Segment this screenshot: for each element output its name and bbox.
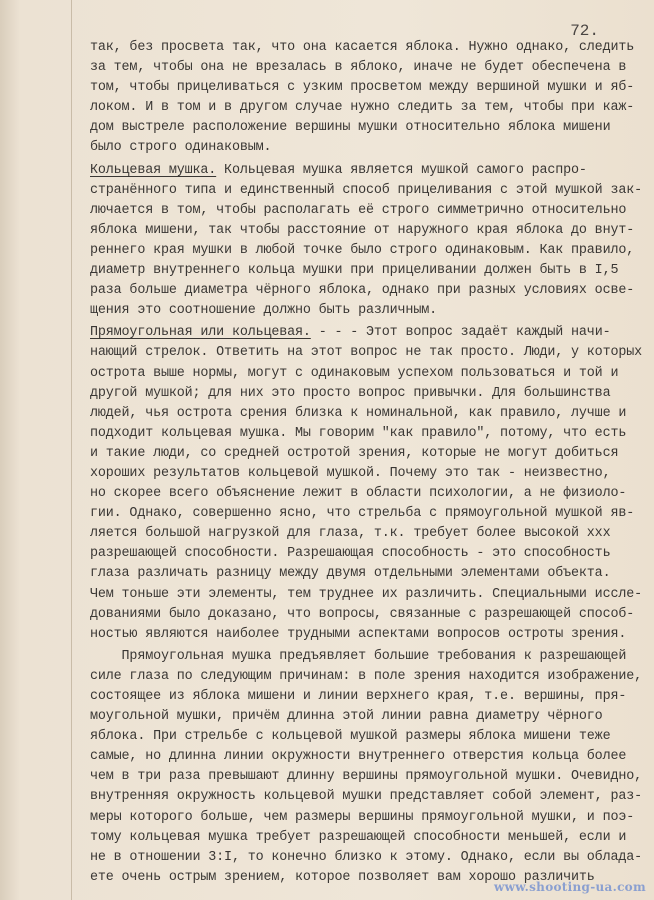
text-line: ностью являются наиболее трудными аспектами вопросов остроты зрения. — [90, 626, 627, 642]
text-line: так, без просвета так, что она касается яблока. Нужно однако, следить — [90, 40, 635, 55]
text-line: моугольной мушки, причём длинна этой линии равна диаметру чёрного — [90, 709, 603, 725]
text-line: глаза различать разницу между двумя отдельными элементами объекта. — [90, 566, 611, 582]
page-number: 72. — [570, 22, 599, 40]
text-line: ляется большой нагрузкой для глаза, т.к. требует более высокой xxx — [90, 526, 611, 542]
text-fragment: - - - Этот вопрос задаёт каждый начи- — [310, 325, 611, 341]
text-line: тому кольцевая мушка требует разрешающей способности меньшей, если и — [90, 829, 627, 845]
text-fragment: Кольцевая мушка является мушкой самого распро- — [216, 162, 587, 178]
text-line: но скорее всего объяснение лежит в области психологии, а не физиоло- — [90, 486, 627, 502]
text-line: не в отношении 3:I, то конечно близко к этому. Однако, если вы облада- — [90, 849, 642, 865]
typewritten-text — [90, 38, 642, 888]
text-line: дованиями было доказано, что вопросы, связанные с разрешающей способ- — [90, 606, 635, 622]
text-line: Прямоугольная мушка предъявляет большие требования к разрешающей — [90, 648, 627, 664]
text-line: было строго одинаковым. — [90, 140, 272, 156]
paragraph-intro — [90, 38, 638, 159]
text-line: Чем тоньше эти элементы, тем труднее их различить. Специальными иссле- — [90, 586, 642, 602]
text-line: локом. И в том и в другом случае нужно следить за тем, чтобы при каж- — [90, 100, 635, 116]
text-line: за тем, чтобы она не врезалась в яблоко, иначе не будет обеспечена в — [90, 60, 627, 76]
text-line: странённого типа и единственный способ прицеливания с этой мушкой зак- — [90, 182, 642, 198]
text-line — [90, 323, 638, 343]
text-line: диаметр внутреннего кольца мушки при прицеливании должен быть в I,5 — [90, 263, 619, 279]
text-line: подходит кольцевая мушка. Мы говорим "как правило", потому, что есть — [90, 425, 627, 441]
text-line: людей, чья острота срения близка к номинальной, как правило, лучше и — [90, 405, 627, 421]
text-line: внутренняя окружность кольцевой мушки представляет собой элемент, раз- — [90, 789, 642, 805]
text-line: разрешающей способности. Разрешающая способность - это способность — [90, 546, 611, 562]
text-line: чем в три раза превышают длинну вершины прямоугольной мушки. Очевидно, — [90, 769, 642, 785]
text-line: яблока. При стрельбе с кольцевой мушкой размеры яблока мишени теже — [90, 729, 611, 745]
text-line: том, чтобы прицеливаться с узким просветом между вершиной мушки и яб- — [90, 80, 635, 96]
text-line: самые, но длинна линии окружности внутреннего отверстия кольца более — [90, 749, 627, 765]
text-line: острота выше нормы, могут с одинаковым успехом пользоваться и той и — [90, 365, 619, 381]
text-line: раза больше диаметра чёрного яблока, однако при разных условиях осве- — [90, 283, 635, 299]
text-line: и такие люди, со средней остротой зрения, которые не могут добиться — [90, 445, 619, 461]
text-line: состоящее из яблока мишени и линии верхнего края, т.е. вершины, пря- — [90, 689, 627, 704]
text-line: меры которого больше, чем размеры вершины прямоугольной мушки, и поэ- — [90, 809, 635, 825]
text-line: гии. Однако, совершенно ясно, что стрельба с прямоугольной мушкой яв- — [90, 506, 635, 522]
text-line: другой мушкой; для них это просто вопрос привычки. Для большинства — [90, 385, 611, 401]
text-line: ете очень острым зрением, которое позволяет вам хорошо различить — [90, 869, 595, 885]
section-heading-rect-or-ring: Прямоугольная или кольцевая. — [90, 325, 311, 341]
text-line: щения это соотношение должно быть различным. — [90, 303, 437, 319]
paragraph-ring-sight — [90, 161, 642, 322]
text-line: реннего края мушки в любой точке было строго одинаковым. Как правило, — [90, 242, 635, 258]
text-line — [90, 161, 638, 181]
paragraph-rect-sight — [90, 647, 642, 888]
text-line: дом выстреле расположение вершины мушки относительно яблока мишени — [90, 120, 611, 136]
text-line: нающий стрелок. Ответить на этот вопрос не так просто. Люди, у которых — [90, 345, 642, 361]
text-line: яблока мишени, так чтобы расстояние от наружного края яблока до внут- — [90, 222, 635, 238]
text-line: лючается в том, чтобы располагать её строго симметрично относительно — [90, 202, 627, 218]
section-heading-ring-sight: Кольцевая мушка. — [90, 162, 217, 178]
margin-line — [71, 0, 72, 900]
text-line: хороших результатов кольцевой мушкой. Почему это так - неизвестно, — [90, 465, 611, 481]
site-watermark: www.shooting-ua.com — [493, 880, 646, 894]
text-line: силе глаза по следующим причинам: в поле зрения находится изображение, — [90, 668, 642, 684]
paragraph-rect-or-ring — [90, 323, 642, 645]
